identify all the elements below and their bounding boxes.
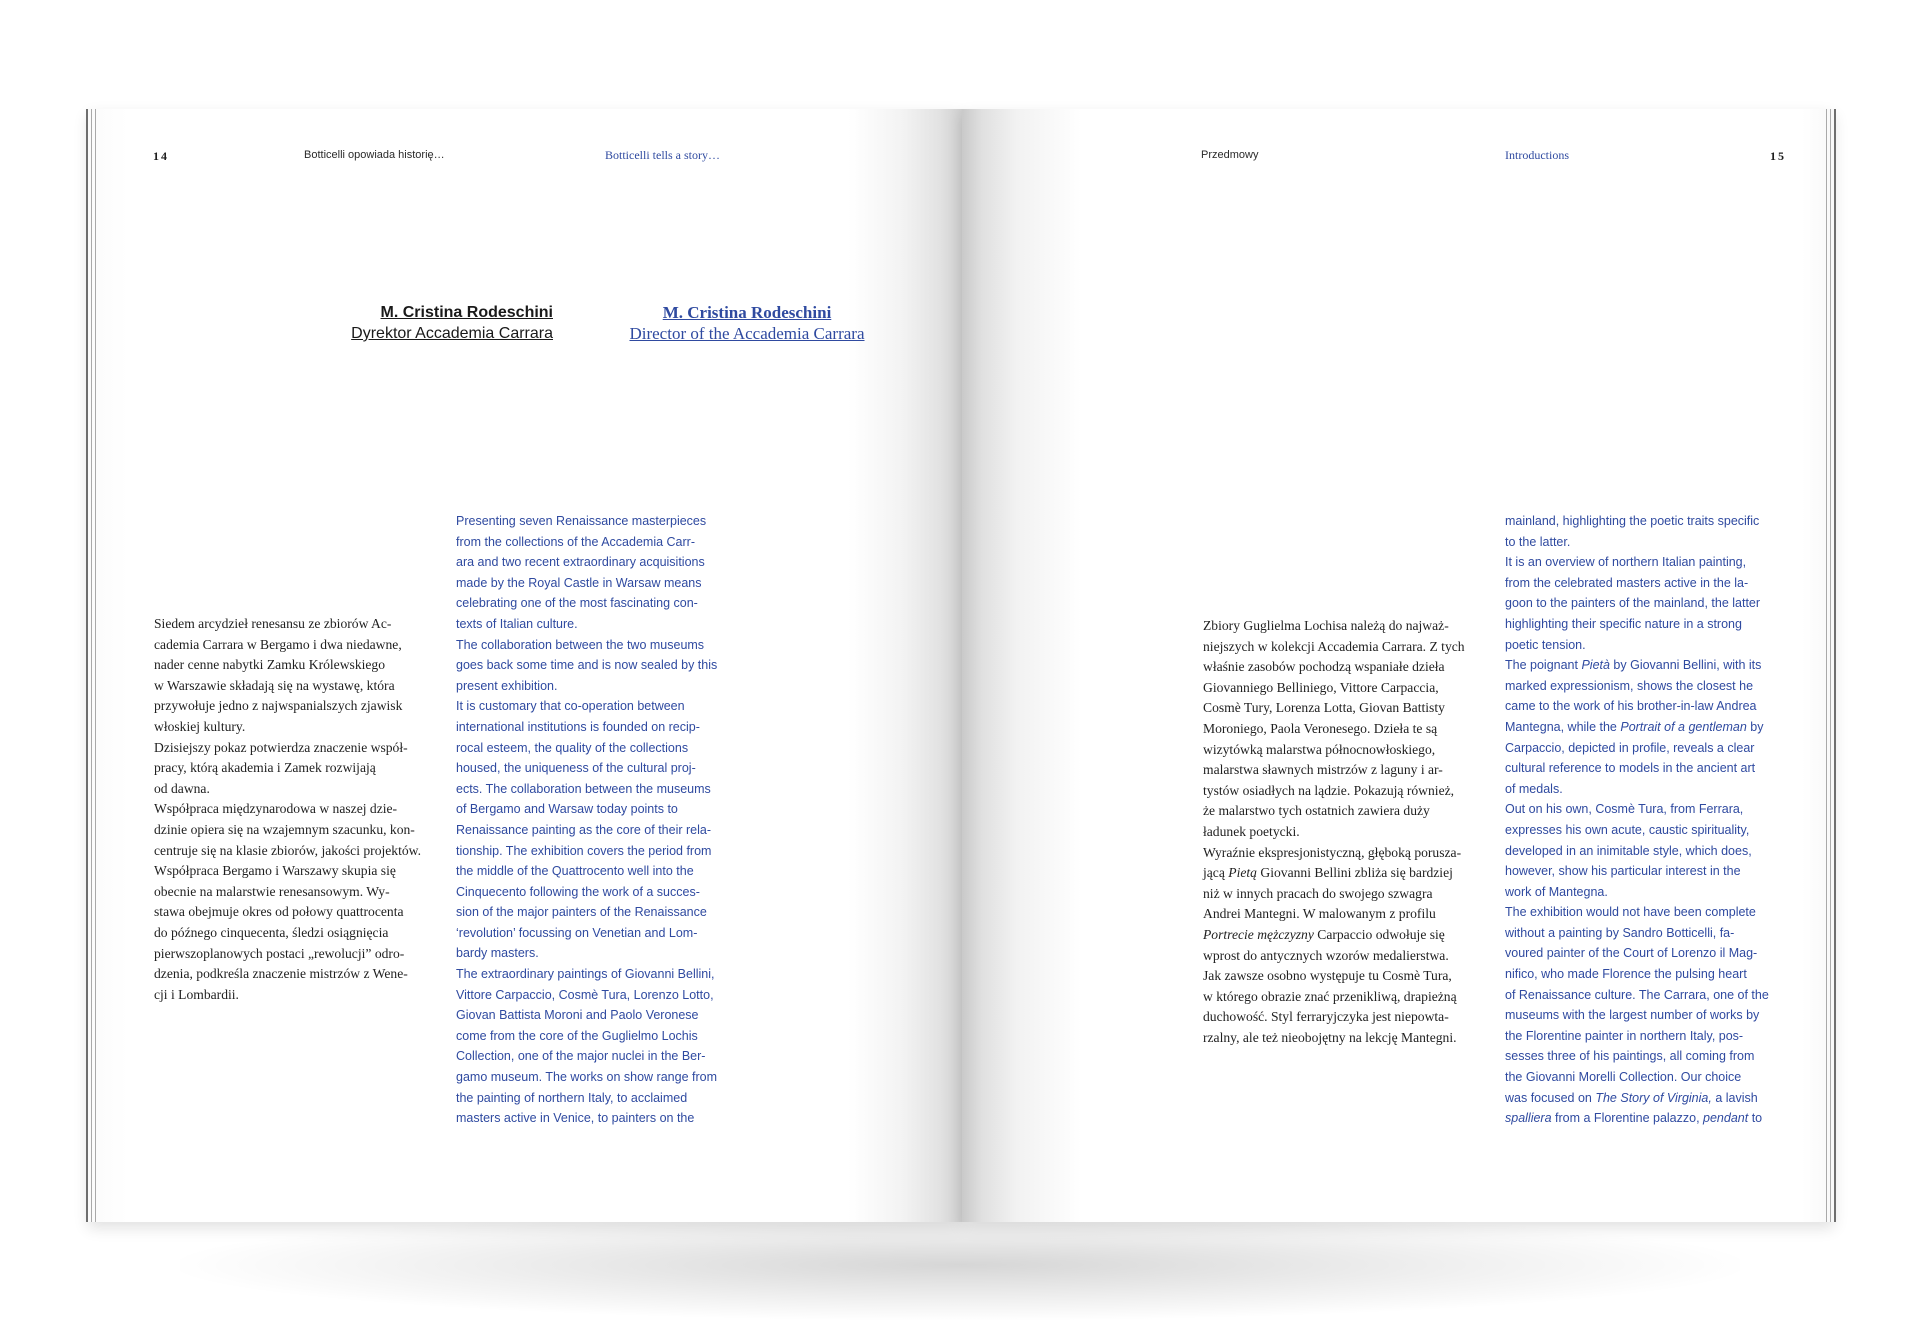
text-line: poetic tension. [1505,637,1586,652]
text-line: texts of Italian culture. [456,616,578,631]
text-line: duchowość. Styl ferraryjczyka jest niepowta- [1203,1009,1449,1025]
text-line: of Renaissance culture. The Carrara, one of the [1505,987,1769,1002]
text-line: housed, the uniqueness of the cultural proj- [456,761,696,776]
text-line: Cosmè Tury, Lorenza Lotta, Giovan Battisty [1203,700,1445,716]
text-line: niż w innych pracach do swojego szwagra [1203,885,1433,901]
text-line: Portrecie mężczyzny Carpaccio odwołuje się [1203,926,1445,942]
text-line: pracy, którą akademia i Zamek rozwijają [154,760,376,776]
author-block-en [613,302,881,344]
author-name-en: M. Cristina Rodeschini [662,303,832,322]
text-line: tystów osiadłych na lądzie. Pokazują również, [1203,782,1455,798]
text-line: the middle of the Quattrocento well into the [456,864,694,879]
running-header-pl-left: Botticelli opowiada historię… [304,149,445,161]
paragraph [1505,902,1769,1129]
text-line: jącą Pietą Giovanni Bellini zbliża się bardziej [1203,865,1453,881]
text-line: rzalny, ale też nieobojętny na lekcję Mantegni. [1203,1029,1457,1045]
running-header-en-left: Botticelli tells a story… [605,148,720,162]
paragraph [456,635,717,697]
right-page-edge [1834,109,1836,1222]
text-line: Giovanniego Belliniego, Vittore Carpaccia, [1203,679,1439,695]
text-line: Out on his own, Cosmè Tura, from Ferrara, [1505,802,1744,817]
text-line: rocal esteem, the quality of the collections [456,740,689,755]
paragraph [1505,655,1769,799]
text-line: niejszych w kolekcji Accademia Carrara. Z tych [1203,638,1465,654]
text-line: ara and two recent extraordinary acquisitions [456,555,705,570]
text-line: stawa obejmuje okres od połowy quattrocenta [154,904,404,920]
text-line: from the collections of the Accademia Carr- [456,534,695,549]
text-line: the Giovanni Morelli Collection. Our choice [1505,1070,1742,1085]
text-line: bardy masters. [456,946,539,961]
paragraph [1505,799,1769,902]
text-line: gamo museum. The works on show range from [456,1070,717,1085]
author-block-pl [351,302,553,344]
text-line: present exhibition. [456,678,558,693]
right-page-edge-inner [1830,109,1831,1222]
text-line: centruje się na klasie zbiorów, jakości projektów. [154,842,422,858]
left-page-edge-inner [91,109,92,1222]
text-line: Moroniego, Paola Veronesego. Dzieła te są [1203,720,1438,736]
text-line: Presenting seven Renaissance masterpieces [456,514,707,528]
text-line: come from the core of the Guglielmo Lochis [456,1028,698,1043]
paragraph [1505,511,1769,552]
text-line: marked expressionism, shows the closest he [1505,678,1754,693]
paragraph [1203,616,1465,843]
text-line: Renaissance painting as the core of their rela- [456,822,712,837]
text-line: It is customary that co-operation between [456,699,685,714]
text-line: dzenia, podkreśla znaczenie mistrzów z Wene- [154,966,408,982]
text-line: w Warszawie składają się na wystawę, która [154,677,395,693]
text-line: of Bergamo and Warsaw today points to [456,802,678,817]
text-line: goon to the painters of the mainland, the latter [1505,596,1761,611]
paragraph [1505,552,1769,655]
text-line: The poignant Pietà by Giovanni Bellini, with its [1505,658,1762,673]
text-line: właśnie zasobów pochodzą wspaniałe dzieła [1203,659,1445,675]
paragraph [1203,843,1465,1049]
text-line: że malarstwo tych ostatnich zawiera duży [1203,803,1430,819]
text-line: was focused on The Story of Virginia, a lavish [1505,1090,1758,1105]
polish-text-column-right [1203,616,1465,1048]
text-line: nader cenne nabytki Zamku Królewskiego [154,657,386,673]
right-page-edge-inner-2 [1826,109,1827,1222]
text-line: tionship. The exhibition covers the period from [456,843,712,858]
text-line: Andrei Mantegni. W malowanym z profilu [1203,906,1436,922]
text-line: przywołuje jedno z najwspanialszych zjawisk [154,698,403,714]
text-line: Giovan Battista Moroni and Paolo Veronese [456,1008,699,1023]
author-name-pl: M. Cristina Rodeschini [380,304,553,321]
text-line: pierwszoplanowych postaci „rewolucji” odro- [154,945,405,961]
paragraph [154,614,421,738]
book-shadow [180,1210,1740,1320]
text-line: The exhibition would not have been complete [1505,905,1756,920]
text-line: It is an overview of northern Italian painting, [1505,555,1747,570]
text-line: goes back some time and is now sealed by this [456,658,718,673]
text-line: wprost do antycznych wzorów medalierstwa. [1203,947,1449,963]
text-line: sesses three of his paintings, all coming from [1505,1049,1755,1064]
text-line: voured painter of the Court of Lorenzo il Mag- [1505,946,1758,961]
paragraph [154,738,421,800]
text-line: work of Mantegna. [1505,884,1608,899]
text-line: Mantegna, while the Portrait of a gentleman by [1505,719,1764,734]
text-line: malarstwa sławnych mistrzów z laguny i ar- [1203,762,1443,778]
text-line: however, show his particular interest in the [1505,864,1741,879]
paragraph [456,964,717,1129]
text-line: Dzisiejszy pokaz potwierdza znaczenie współ- [154,739,408,755]
left-page-edge [86,109,88,1222]
text-line: international institutions is founded on recip- [456,719,700,734]
english-text-column-left [456,511,717,1129]
page-number-right: 15 [1770,149,1786,163]
text-line: came to the work of his brother-in-law Andrea [1505,699,1757,714]
running-header-en-right: Introductions [1505,148,1569,162]
text-line: Siedem arcydzieł renesansu ze zbiorów Ac- [154,616,392,631]
text-line: developed in an inimitable style, which does, [1505,843,1752,858]
text-line: to the latter. [1505,534,1571,549]
text-line: Collection, one of the major nuclei in the Ber- [456,1049,706,1064]
text-line: od dawna. [154,780,210,796]
text-line: of medals. [1505,781,1563,796]
text-line: Współpraca międzynarodowa w naszej dzie- [154,801,398,817]
text-line: ects. The collaboration between the museums [456,781,711,796]
text-line: made by the Royal Castle in Warsaw means [456,575,702,590]
text-line: Cinquecento following the work of a succes- [456,884,700,899]
text-line: obecnie na malarstwie renesansowym. Wy- [154,883,390,899]
text-line: włoskiej kultury. [154,718,246,734]
text-line: the painting of northern Italy, to acclaimed [456,1090,688,1105]
text-line: cultural reference to models in the ancient art [1505,761,1756,776]
text-line: The extraordinary paintings of Giovanni Bellini, [456,967,715,982]
text-line: ‘revolution’ focussing on Venetian and Lom- [456,925,698,940]
text-line: cji i Lombardii. [154,986,239,1002]
left-page-edge-inner-2 [95,109,96,1222]
text-line: Jak zawsze osobno występuje tu Cosmè Tura, [1203,968,1452,984]
text-line: wizytówką malarstwa północnowłoskiego, [1203,741,1436,757]
text-line: The collaboration between the two museums [456,637,705,652]
text-line: celebrating one of the most fascinating con- [456,596,698,611]
text-line: Carpaccio, depicted in profile, reveals a clear [1505,740,1755,755]
text-line: mainland, highlighting the poetic traits specific [1505,514,1760,528]
text-line: without a painting by Sandro Botticelli, fa- [1505,925,1735,940]
paragraph [456,696,717,964]
text-line: sion of the major painters of the Renaissance [456,905,707,920]
text-line: dzinie opiera się na wzajemnym szacunku, kon- [154,821,415,837]
text-line: cademia Carrara w Bergamo i dwa niedawne, [154,636,402,652]
text-line: Wyraźnie ekspresjonistyczną, głęboką porusza- [1203,844,1462,860]
text-line: do późnego cinquecenta, śledzi osiągnięcia [154,924,389,940]
text-line: from the celebrated masters active in the la- [1505,575,1749,590]
text-line: nifico, who made Florence the pulsing heart [1505,967,1747,982]
running-header-pl-right: Przedmowy [1201,149,1259,161]
text-line: spalliera from a Florentine palazzo, pendant to [1505,1111,1763,1126]
text-line: w którego obrazie znać przenikliwą, drapieżną [1203,988,1457,1004]
page-number-left: 14 [153,149,169,163]
text-line: expresses his own acute, caustic spirituality, [1505,822,1750,837]
author-role-en: Director of the Accademia Carrara [629,324,865,343]
paragraph [154,799,421,1005]
author-role-pl: Dyrektor Accademia Carrara [351,325,553,342]
text-line: Vittore Carpaccio, Cosmè Tura, Lorenzo Lotto, [456,987,714,1002]
text-line: ładunek poetycki. [1203,823,1300,839]
english-text-column-right [1505,511,1769,1129]
text-line: highlighting their specific nature in a strong [1505,616,1742,631]
text-line: museums with the largest number of works by [1505,1008,1760,1023]
text-line: Zbiory Guglielma Lochisa należą do najważ- [1203,618,1449,633]
text-line: masters active in Venice, to painters on the [456,1111,695,1126]
paragraph [456,511,717,635]
polish-text-column-left [154,614,421,1005]
text-line: Współpraca Bergamo i Warszawy skupia się [154,863,396,879]
text-line: the Florentine painter in northern Italy, pos- [1505,1028,1744,1043]
